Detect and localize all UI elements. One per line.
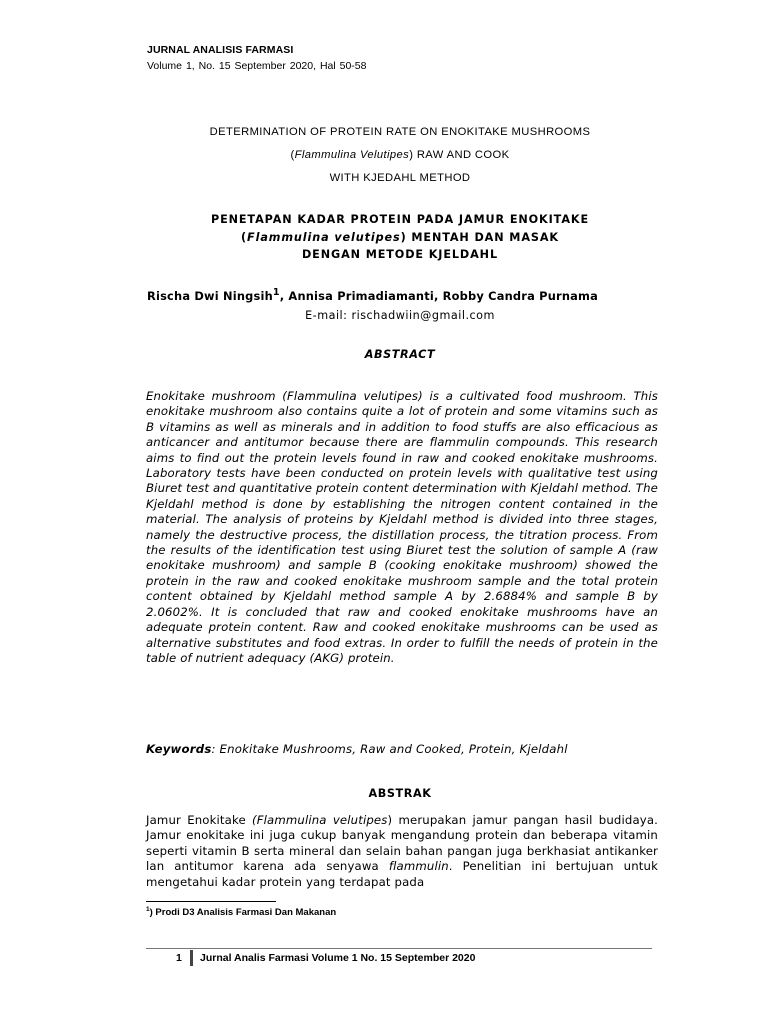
abstrak-species: (Flammulina velutipes xyxy=(252,813,388,827)
indonesian-title-line-1: PENETAPAN KADAR PROTEIN PADA JAMUR ENOKITAKE xyxy=(210,213,590,226)
page-number: 1 xyxy=(176,952,182,964)
journal-name: JURNAL ANALISIS FARMASI xyxy=(147,44,294,56)
indonesian-title-line-2 xyxy=(100,231,700,244)
indonesian-title-line-2-rest: ) MENTAH DAN MASAK xyxy=(400,231,559,244)
footer-separator xyxy=(190,950,193,966)
footnote-rule xyxy=(146,901,276,902)
author-1-affiliation-mark: 1 xyxy=(272,287,280,298)
footnote-text: ) Prodi D3 Analisis Farmasi Dan Makanan xyxy=(149,907,337,919)
english-title-open-paren: ( xyxy=(290,149,295,161)
abstrak-part-1: Jamur Enokitake xyxy=(146,813,253,827)
abstrak-part-3: ) merupakan jamur pangan hasil budidaya. Jamur enokitake ini juga cukup banyak mengandung protein dan beberapa vitamin seperti vitamin B serta mineral dan selain bahan pangan juga berkhasiat antikanker lan antitumor karena ada senyawa xyxy=(146,813,659,874)
author-list xyxy=(147,287,598,303)
abstract-heading: ABSTRACT xyxy=(364,348,436,361)
english-title-line-2 xyxy=(100,149,700,161)
keywords-text: : Enokitake Mushrooms, Raw and Cooked, Protein, Kjeldahl xyxy=(211,742,568,756)
footer-rule xyxy=(146,948,652,949)
indonesian-title-line-3: DENGAN METODE KJELDAHL xyxy=(302,248,498,261)
abstrak-part-5: . Penelitian ini bertujuan untuk mengetahui kadar protein yang terdapat pada xyxy=(146,859,658,889)
keywords-label: Keywords xyxy=(146,742,212,756)
indonesian-title-species: Flammulina velutipes xyxy=(247,231,401,244)
footnote-mark: 1 xyxy=(146,906,150,913)
english-title-species: Flammulina Velutipes xyxy=(294,149,410,161)
footer-text: Jurnal Analis Farmasi Volume 1 No. 15 September 2020 xyxy=(200,952,476,964)
keywords xyxy=(146,742,568,756)
english-title-line-2-rest: ) RAW AND COOK xyxy=(409,149,510,161)
author-1: Rischa Dwi Ningsih xyxy=(147,288,273,303)
abstract-body: Enokitake mushroom (Flammulina velutipes) is a cultivated food mushroom. This enokitake mushroom also contains quite a lot of protein and some vitamins such as B vitamins as well as minerals and in addition to food stuffs are also efficacious as anticancer and antitumor because there are flammulin compounds. This research aims to find out the protein levels found in raw and cooked enokitake mushrooms. Laboratory tests have been conducted on protein levels with qualitative test using Biuret test and quantitative protein content determination with Kjeldahl method. The Kjeldahl method is done by establishing the nitrogen content contained in the material. The analysis of proteins by Kjeldahl method is divided into three stages, namely the destructive process, the distillation process, the titration process. From the results of the identification test using Biuret test the solution of sample A (raw enokitake mushroom) and sample B (cooking enokitake mushroom) showed the protein in the raw and cooked enokitake mushroom sample and the total protein content obtained by Kjeldahl method sample A by 2.6884% and sample B by 2.0602%. It is concluded that raw and cooked enokitake mushrooms have an adequate protein content. Raw and cooked enokitake mushrooms can be used as alternative substitutes and food extras. In order to fulfill the needs of protein in the table of nutrient adequacy (AKG) protein. xyxy=(146,389,658,665)
author-email: E-mail: rischadwiin@gmail.com xyxy=(305,309,495,322)
english-title-line-1: DETERMINATION OF PROTEIN RATE ON ENOKITAKE MUSHROOMS xyxy=(209,126,591,138)
footnote xyxy=(146,906,336,918)
other-authors: , Annisa Primadiamanti, Robby Candra Purnama xyxy=(279,288,598,303)
english-title-line-3: WITH KJEDAHL METHOD xyxy=(329,172,471,184)
indonesian-title-open-paren: ( xyxy=(241,231,248,244)
abstrak-heading: ABSTRAK xyxy=(368,787,432,800)
journal-volume-line: Volume 1, No. 15 September 2020, Hal 50-58 xyxy=(147,60,367,72)
abstrak-compound: flammulin xyxy=(388,859,449,874)
abstrak-body xyxy=(146,813,658,890)
